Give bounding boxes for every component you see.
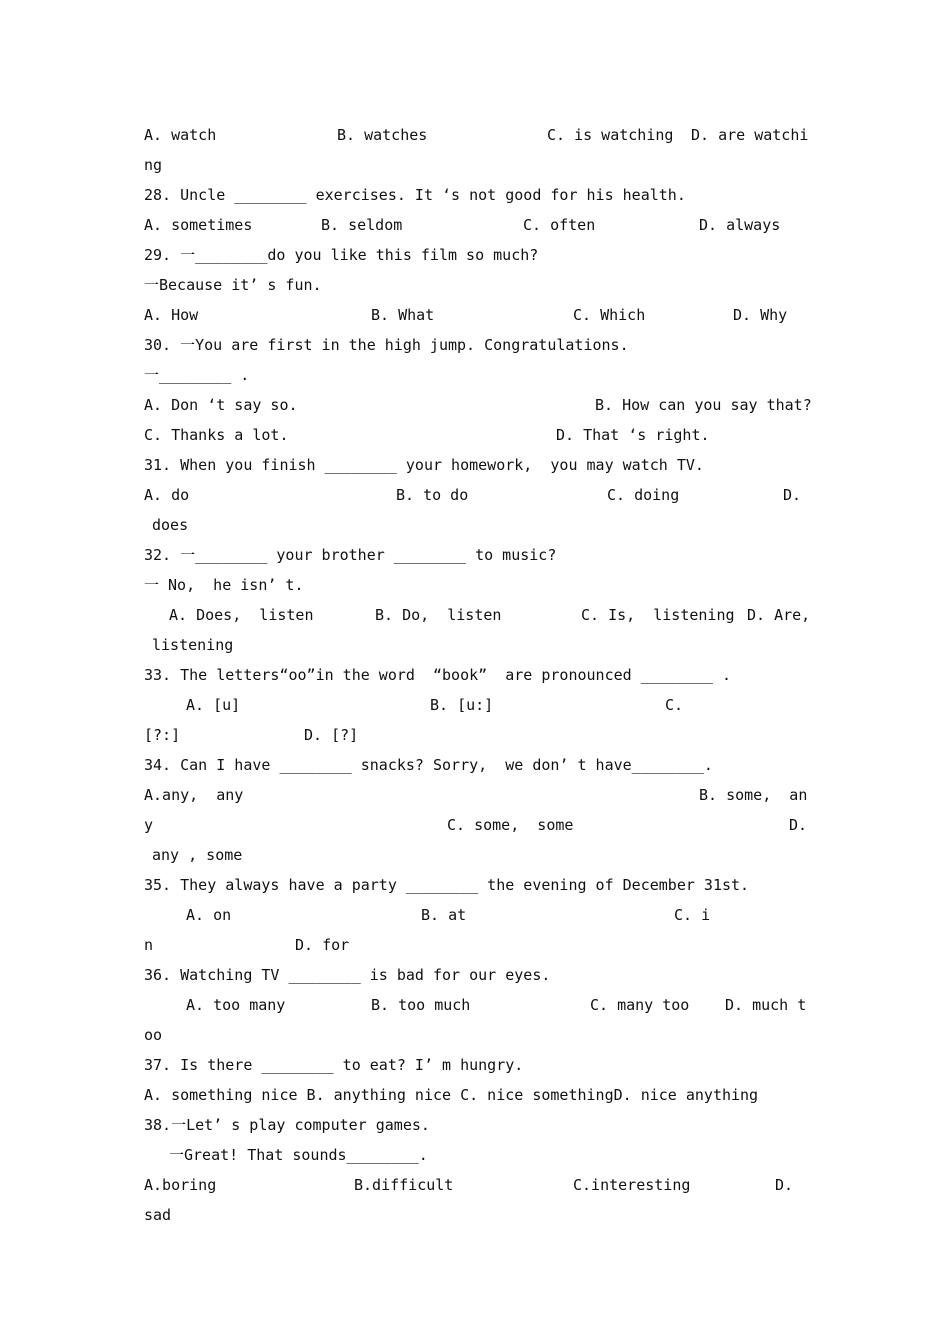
option-line: C.	[665, 696, 684, 714]
question-38: 38.一Let’ s play computer games.	[144, 1116, 430, 1134]
option-line: C. many too	[590, 996, 690, 1014]
question-34: 34. Can I have ________ snacks? Sorry, we don’ t have________.	[144, 756, 713, 774]
option-line: D.	[775, 1176, 794, 1194]
question-28: 28. Uncle ________ exercises. It ‘s not good for his health.	[144, 186, 686, 204]
option-line: C. i	[674, 906, 711, 924]
option-line: A. Does, listen	[169, 606, 314, 624]
option-line: listening	[152, 636, 234, 654]
option-line: D. Are,	[747, 606, 811, 624]
question-32: 32. 一________ your brother ________ to music?	[144, 546, 557, 564]
option-line: C. often	[523, 216, 596, 234]
option-line: C. Thanks a lot.	[144, 426, 289, 444]
option-line: B. at	[421, 906, 467, 924]
option-line: A. too many	[186, 996, 286, 1014]
option-line: B. Do, listen	[375, 606, 502, 624]
option-line: C. is watching	[547, 126, 674, 144]
option-line: B. How can you say that?	[595, 396, 812, 414]
option-line: D. much t	[725, 996, 807, 1014]
question-35: 35. They always have a party ________ the evening of December 31st.	[144, 876, 750, 894]
option-line: A.any, any	[144, 786, 244, 804]
option-line: B. seldom	[321, 216, 403, 234]
question-37: 37. Is there ________ to eat? I’ m hungry.	[144, 1056, 524, 1074]
option-line: C. Is, listening	[581, 606, 735, 624]
option-line: oo	[144, 1026, 163, 1044]
option-line: D. Why	[733, 306, 788, 324]
question-33: 33. The letters“oo”in the word “book” are pronounced ________ .	[144, 666, 731, 684]
option-line: D. for	[295, 936, 350, 954]
option-line: A.boring	[144, 1176, 217, 1194]
option-line: C. Which	[573, 306, 646, 324]
option-line: B. [u:]	[430, 696, 494, 714]
option-line: any , some	[152, 846, 243, 864]
dialog-line: 一________ .	[144, 366, 250, 384]
option-line: B. to do	[396, 486, 469, 504]
option-line: D. are watchi	[691, 126, 809, 144]
option-line: A. [u]	[186, 696, 241, 714]
option-line: B. too much	[371, 996, 471, 1014]
option-line: A. watch	[144, 126, 217, 144]
option-line: A. something nice B. anything nice C. nice somethingD. nice anything	[144, 1086, 759, 1104]
option-line: D.	[783, 486, 802, 504]
option-line: B. some, an	[699, 786, 808, 804]
option-line: A. How	[144, 306, 199, 324]
option-line: D.	[789, 816, 808, 834]
dialog-line: 一Because it’ s fun.	[144, 276, 322, 294]
option-line: B. What	[371, 306, 435, 324]
option-line: C. some, some	[447, 816, 574, 834]
option-line: A. do	[144, 486, 190, 504]
question-31: 31. When you finish ________ your homework, you may watch TV.	[144, 456, 704, 474]
option-line: ng	[144, 156, 163, 174]
option-line: does	[152, 516, 189, 534]
option-line: n	[144, 936, 154, 954]
option-line: D. [?]	[304, 726, 359, 744]
option-line: [?:]	[144, 726, 181, 744]
option-line: sad	[144, 1206, 172, 1224]
option-line: B. watches	[337, 126, 428, 144]
question-30: 30. 一You are first in the high jump. Congratulations.	[144, 336, 629, 354]
option-line: C.interesting	[573, 1176, 691, 1194]
option-line: D. That ‘s right.	[556, 426, 710, 444]
option-line: D. always	[699, 216, 781, 234]
option-line: A. sometimes	[144, 216, 253, 234]
option-line: C. doing	[607, 486, 680, 504]
option-line: A. Don ‘t say so.	[144, 396, 298, 414]
dialog-line: 一Great! That sounds________.	[169, 1146, 428, 1164]
option-line: y	[144, 816, 154, 834]
question-29: 29. 一________do you like this film so much?	[144, 246, 539, 264]
question-36: 36. Watching TV ________ is bad for our eyes.	[144, 966, 551, 984]
dialog-line: 一 No, he isn’ t.	[144, 576, 304, 594]
option-line: A. on	[186, 906, 232, 924]
option-line: B.difficult	[354, 1176, 454, 1194]
